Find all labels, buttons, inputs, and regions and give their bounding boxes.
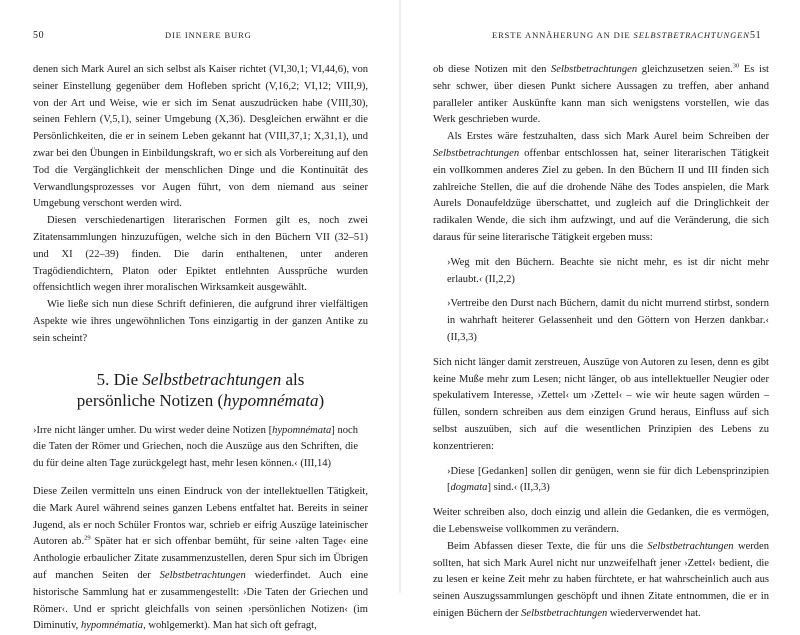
block-quote bbox=[33, 423, 368, 473]
heading-text: persönliche Notizen ( bbox=[76, 390, 224, 410]
heading-text: als bbox=[281, 369, 305, 389]
paragraph: Weiter schreiben also, doch einzig und allein die Gedanken, die es vermögen, die Lebensweise vollkommen zu verändern. bbox=[433, 507, 769, 535]
quote-text: ] sind.‹ (II,3,3) bbox=[487, 482, 550, 494]
text-run: ob diese Notizen mit den bbox=[433, 64, 551, 75]
paragraph: denen sich Mark Aurel an sich selbst als Kaiser richtet (VI,30,1; VI,44,6), von seiner Einstellung gegenüber dem Hofleben spricht (V,16,2; VI,12; VIII,9), von der Art und Weise, wie er sich im Senat auszudrücken habe (VIII,30), seinen Fehlern (V,5,1), seiner Umgebung (X,36). Desgleichen erwähnt er die Persönlichkeiten, die er in seinem Leben gekannt hat (VIII,37,1; X,31,1), und zwar bei den Übungen in Einbildungskraft, wo er sich als Vorbereitung auf den Tod die Vergänglichkeit der menschlichen Dinge und die Kontinuität des Verwandlungsprozesses vor Augen führt, von dem niemand aus seiner Umgebung verschont werden wird. bbox=[33, 64, 368, 210]
quote-italic: dogmata bbox=[450, 482, 488, 494]
quote-text: ›Diese [Gedanken] sollen dir genügen, wenn sie für dich Lebensprinzipien [ bbox=[447, 465, 769, 494]
paragraph bbox=[433, 62, 769, 129]
text-run: werden sollten, hat sich Mark Aurel nicht nur unzweifelhaft jener ›Zettel‹ bedient, die zu lesen er keine Zeit mehr zu haben fürchtete, er hat wahrscheinlich auch aus seinen Auszugssammlungen geschöpft und ihnen Zitate entnommen, die er in einigen Büchern der bbox=[433, 540, 769, 619]
block-quote bbox=[433, 464, 769, 498]
running-head-italic: SELBSTBETRACHTUNGEN bbox=[633, 30, 750, 40]
left-page-body bbox=[33, 62, 368, 635]
quote-italic: hypomnémata bbox=[272, 424, 332, 436]
paragraph bbox=[433, 539, 769, 623]
italic-title: Selbstbetrachtungen bbox=[521, 607, 608, 619]
footnote-ref: 30 bbox=[732, 62, 740, 70]
text-run: wiederfindet. Auch eine historische Sammlung hat er zusammengestellt: ›Die Taten der Griechen und Römer‹. Und er spricht gleichfalls von seinen ›persönlichen Notizen‹ (im Diminutiv, bbox=[33, 569, 369, 632]
running-head-text: ERSTE ANNÄHERUNG AN DIE bbox=[492, 30, 634, 40]
left-page bbox=[0, 0, 400, 632]
quote-text: ›Irre nicht länger umher. Du wirst weder deine Notizen [ bbox=[33, 424, 273, 436]
text-run: Diese Zeilen vermitteln uns einen Eindruck von der intellektuellen Tätigkeit, die Mark Aurel während seines ganzen Lebens entfaltet hat. Bereits in seiner Jugend, als er noch Schüler Frontos war, schrieb er eifrig Auszüge lateinischer Autoren ab. bbox=[33, 485, 368, 548]
heading-text: ) bbox=[318, 390, 325, 410]
heading-italic: hypomnémata bbox=[223, 390, 319, 410]
text-run: , wohlgemerkt). Man hat sich oft gefragt, bbox=[143, 620, 317, 632]
text-run: Es ist sehr schwer, über diesen Punkt sichere Aussagen zu treffen, aber anhand paralleler antiker Auskünfte kann man sich wenigstens vorstellen, wie das Werk geschrieben wurde. bbox=[433, 64, 769, 126]
block-quote: ›Weg mit den Büchern. Beachte sie nicht mehr, es ist dir nicht mehr erlaubt.‹ (II,2,2) bbox=[447, 256, 769, 285]
text-run: Beim Abfassen dieser Texte, die für uns die bbox=[447, 540, 648, 552]
page-number-left: 50 bbox=[33, 30, 45, 41]
right-page bbox=[400, 0, 800, 619]
section-heading bbox=[33, 369, 368, 411]
heading-italic: Selbstbetrachtungen bbox=[142, 369, 282, 389]
heading-text: 5. Die bbox=[96, 369, 143, 389]
running-head-right bbox=[492, 30, 750, 40]
italic-title: Selbstbetrachtungen bbox=[550, 64, 638, 75]
footnote-ref: 29 bbox=[84, 534, 91, 542]
italic-term: hypomnématia bbox=[80, 620, 144, 632]
text-run: Als Erstes wäre festzuhalten, dass sich Mark Aurel beim Schreiben der bbox=[447, 131, 769, 143]
paragraph bbox=[33, 484, 368, 635]
quote-text: ] noch die Taten der Römer und Griechen, noch die Auszüge aus den Schriften, die du für deine alten Tage zurückgelegt hast, mehr lesen können.‹ (III,14) bbox=[33, 424, 358, 470]
block-quote: ›Vertreibe den Durst nach Büchern, damit du nicht murrend stirbst, sondern in wahrhaft heiterer Gelassenheit und den Göttern von Herzen dankbar.‹ (II,3,3) bbox=[447, 298, 769, 343]
paragraph: Diesen verschiedenartigen literarischen Formen gilt es, noch zwei Zitatensammlungen hinzuzufügen, welche sich in den Büchern VII (32–51) und XI (22–39) finden. Die darin enthaltenen, unter anderen Tragödiendichtern, Platon oder Epiktet entlehnten Aussprüche wurden offensichtlich wegen ihrer moralischen Wirksamkeit ausgewählt. bbox=[33, 215, 368, 294]
page-number-right: 51 bbox=[750, 30, 762, 41]
text-run: offenbar entschlossen hat, seiner literarischen Tätigkeit ein vollkommen anderes Ziel zu geben. In den Büchern II und III finden sich zahlreiche Stellen, die auf die drohende Nähe des Todes anspielen, die Mark Aurels Donaufeldzüge überschattet, und zugleich auf die Dringlichkeit der radikalen Wende, die sich ihm aufzwingt, und auf die Veränderung, die sich daraus für seine literarische Tätigkeit ergeben muss: bbox=[433, 147, 769, 243]
italic-title: Selbstbetrachtungen bbox=[433, 147, 520, 159]
paragraph bbox=[433, 129, 769, 247]
italic-title: Selbstbetrachtungen bbox=[647, 540, 734, 552]
text-run: Später hat er sich offenbar bemüht, für seine ›alten Tage‹ eine Anthologie erbaulicher Zitate zusammenzustellen, deren Spur sich im Übrigen auf manchen Seiten der bbox=[33, 536, 368, 581]
paragraph: Wie ließe sich nun diese Schrift definieren, die aufgrund ihrer vielfältigen Aspekte wie ihres ungewöhnlichen Tons einzigartig in der ganzen Antike zu sein scheint? bbox=[33, 299, 368, 344]
italic-title: Selbstbetrachtungen bbox=[159, 569, 246, 581]
paragraph: Sich nicht länger damit zerstreuen, Auszüge von Autoren zu lesen, denn es gibt keine Muße mehr zum Lesen; nicht länger, ob aus intellektueller Neugier oder spekulativem Interesse, ›Zettel‹ um ›Zettel‹ – wie wir heute sagen würden – füllen, sondern schreiben aus dem einzigen Grund heraus, Einfluss auf sich selbst auszuüben, sich auf die wesentlichen Prinzipien des Lebens zu konzentrieren: bbox=[433, 356, 769, 452]
running-head-left: DIE INNERE BURG bbox=[165, 30, 252, 40]
text-run: gleichzusetzen seien. bbox=[637, 64, 733, 75]
text-run: wiederverwendet hat. bbox=[607, 607, 701, 619]
right-page-body bbox=[433, 62, 769, 623]
